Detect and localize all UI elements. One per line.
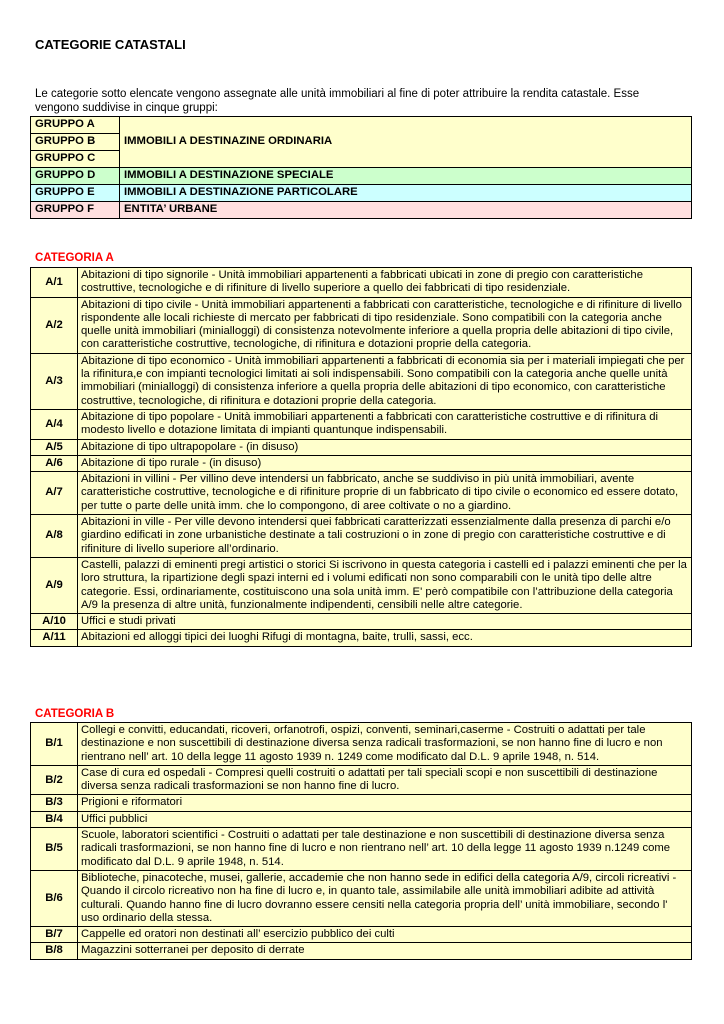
category-description: Magazzini sotterranei per deposito di derrate [78, 943, 692, 959]
table-row [31, 630, 692, 646]
table-row [31, 297, 692, 353]
categoria-b-heading: CATEGORIA B [35, 708, 115, 720]
category-description: Abitazione di tipo rurale - (in disuso) [78, 455, 692, 471]
categoria-a-table [30, 267, 692, 647]
table-row [31, 455, 692, 471]
category-description: Abitazione di tipo economico - Unità immobiliari appartenenti a fabbricati di economia sia per i materiali impiegati che per la rifinitura,e con impianti tecnologici limitati ai soli indispensabili. Sono compatibili con la categoria anche quelle unità immobiliari (minialloggi) di consistenza inferiore a quella propria delle abitazioni di tipo economico, con caratteristiche costruttive, tecnologiche, di rifinitura e dotazioni proprie della categoria. [78, 353, 692, 409]
group-e-label: GRUPPO E [31, 185, 120, 202]
category-description: Uffici pubblici [78, 811, 692, 827]
table-row [31, 515, 692, 558]
table-row [31, 943, 692, 959]
table-row [31, 409, 692, 439]
categoria-a-heading: CATEGORIA A [35, 252, 114, 264]
category-description: Cappelle ed oratori non destinati all’ esercizio pubblico dei culti [78, 927, 692, 943]
groups-table [30, 116, 692, 219]
categoria-b-table [30, 722, 692, 960]
category-code: A/4 [31, 409, 78, 439]
category-code: A/7 [31, 472, 78, 515]
category-code: A/11 [31, 630, 78, 646]
category-code: A/5 [31, 439, 78, 455]
category-description: Case di cura ed ospedali - Compresi quelli costruiti o adattati per tali speciali scopi e non suscettibili di destinazione diversa senza radicali trasformazioni se non hanno fine di lucro. [78, 765, 692, 795]
group-f-label: GRUPPO F [31, 202, 120, 219]
category-code: A/10 [31, 614, 78, 630]
table-row [31, 811, 692, 827]
group-f-description: ENTITA’ URBANE [120, 202, 692, 219]
category-description: Abitazione di tipo popolare - Unità immobiliari appartenenti a fabbricati con caratteristiche costruttive e di rifinitura di modesto livello e dotazione limitata di impianti quantunque indispensabili. [78, 409, 692, 439]
category-code: B/3 [31, 795, 78, 811]
table-row [31, 353, 692, 409]
category-code: A/1 [31, 268, 78, 298]
category-code: B/4 [31, 811, 78, 827]
category-description: Abitazioni in villini - Per villino deve intendersi un fabbricato, anche se suddiviso in più unità immobiliari, avente caratteristiche costruttive, tecnologiche e di rifiniture proprie di un fabbricato di tipo civile o economico ed essere dotato, per tutte o parte delle unità imm. che lo compongono, di aree coltivate o no a giardino. [78, 472, 692, 515]
group-c-label: GRUPPO C [31, 151, 120, 168]
category-description: Abitazioni in ville - Per ville devono intendersi quei fabbricati caratterizzati essenzialmente dalla presenza di parchi e/o giardino edificati in zone urbanistiche destinate a tali costruzioni o in zone di pregio con caratteristiche costruttive e di rifiniture di livello superiore all’ordinario. [78, 515, 692, 558]
category-code: B/8 [31, 943, 78, 959]
category-code: A/8 [31, 515, 78, 558]
category-description: Prigioni e riformatori [78, 795, 692, 811]
category-description: Abitazioni di tipo signorile - Unità immobiliari appartenenti a fabbricati ubicati in zone di pregio con caratteristiche costruttive, tecnologiche e di rifiniture di livello superiore a quello dei fabbricati di tipo residenziale. [78, 268, 692, 298]
table-row [31, 927, 692, 943]
category-description: Abitazioni di tipo civile - Unità immobiliari appartenenti a fabbricati con caratteristiche, tecnologiche e di rifiniture di livello rispondente alle locali richieste di mercato per fabbricati di tipo residenziale. Sono compatibili con la categoria anche quelle unità immobiliari (minialloggi) di consistenza notevolmente inferiore a quella propria delle abitazioni di tipo civile, con caratteristiche costruttive, tecnologiche, di rifinitura e dotazioni proprie della categoria. [78, 297, 692, 353]
group-abc-description: IMMOBILI A DESTINAZINE ORDINARIA [120, 117, 692, 168]
table-row [31, 472, 692, 515]
table-row [31, 765, 692, 795]
category-code: A/9 [31, 557, 78, 613]
category-code: B/6 [31, 870, 78, 926]
table-row [31, 828, 692, 871]
category-description: Abitazione di tipo ultrapopolare - (in disuso) [78, 439, 692, 455]
category-code: A/3 [31, 353, 78, 409]
category-code: B/2 [31, 765, 78, 795]
category-code: B/7 [31, 927, 78, 943]
category-code: B/1 [31, 723, 78, 766]
category-description: Scuole, laboratori scientifici - Costruiti o adattati per tale destinazione e non suscettibili di destinazione diversa senza radicali trasformazioni, se non hanno fine di lucro e non rientrano nell’ art. 10 della legge 11 agosto 1939 n.1249 come modificato dal D.L. 9 aprile 1948, n. 514. [78, 828, 692, 871]
category-description: Abitazioni ed alloggi tipici dei luoghi Rifugi di montagna, baite, trulli, sassi, ecc. [78, 630, 692, 646]
table-row [31, 614, 692, 630]
category-code: A/2 [31, 297, 78, 353]
category-code: B/5 [31, 828, 78, 871]
category-description: Uffici e studi privati [78, 614, 692, 630]
category-description: Biblioteche, pinacoteche, musei, gallerie, accademie che non hanno sede in edifici della categoria A/9, circoli ricreativi - Quando il circolo ricreativo non ha fine di lucro e, in quanto tale, assimilabile alle unità immobiliari adibite ad attività culturali. Quando hanno fine di lucro dovranno essere censiti nella categoria propria dell’ unità immobiliare, secondo l' uso ordinario della stessa. [78, 870, 692, 926]
table-row [31, 795, 692, 811]
group-d-label: GRUPPO D [31, 168, 120, 185]
table-row [31, 557, 692, 613]
group-e-description: IMMOBILI A DESTINAZIONE PARTICOLARE [120, 185, 692, 202]
group-b-label: GRUPPO B [31, 134, 120, 151]
page-title: CATEGORIE CATASTALI [35, 37, 186, 52]
table-row [31, 870, 692, 926]
intro-paragraph: Le categorie sotto elencate vengono assegnate alle unità immobiliari al fine di poter attribuire la rendita catastale. Esse vengono suddivise in cinque gruppi: [35, 88, 640, 114]
table-row [31, 268, 692, 298]
category-code: A/6 [31, 455, 78, 471]
group-d-description: IMMOBILI A DESTINAZIONE SPECIALE [120, 168, 692, 185]
table-row [31, 439, 692, 455]
group-a-label: GRUPPO A [31, 117, 120, 134]
category-description: Castelli, palazzi di eminenti pregi artistici o storici Si iscrivono in questa categoria i castelli ed i palazzi eminenti che per la loro struttura, la ripartizione degli spazi interni ed i volumi edificati non sono comparabili con le unità tipo delle altre categorie. Essi, ordinariamente, costituiscono una sola unità imm. E' però compatibile con l’attribuzione della categoria A/9 la presenza di altre unità, funzionalmente indipendenti, censibili nelle altre categorie. [78, 557, 692, 613]
category-description: Collegi e convitti, educandati, ricoveri, orfanotrofi, ospizi, conventi, seminari,caserme - Costruiti o adattati per tale destinazione e non suscettibili di destinazione diversa senza radicali trasformazioni, se non hanno fine di lucro e non rientrano nell’ art. 10 della legge 11 agosto 1939 n. 1249 come modificato dal D.L. 9 aprile 1948, n. 514. [78, 723, 692, 766]
table-row [31, 723, 692, 766]
